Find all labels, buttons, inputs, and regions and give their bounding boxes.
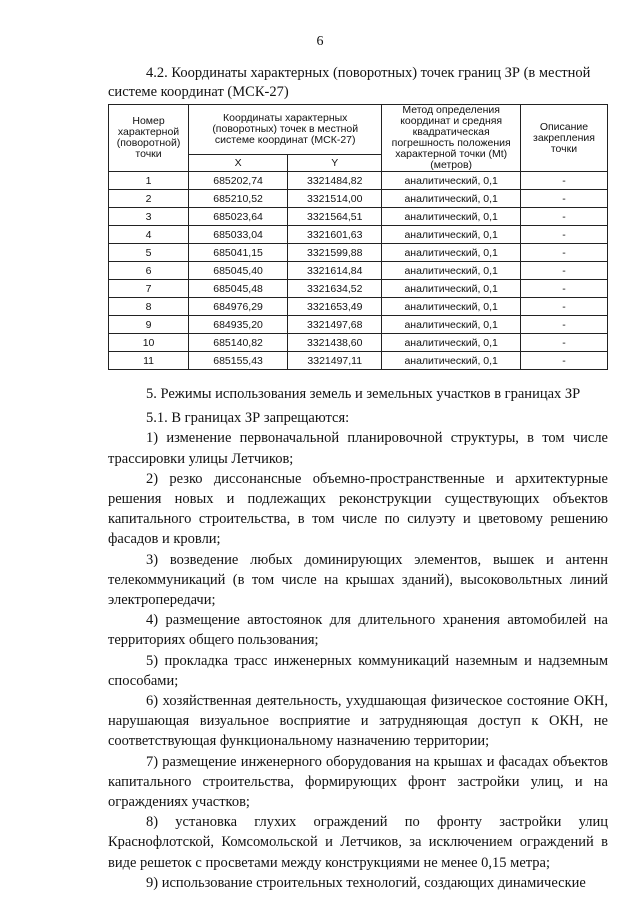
- cell-method: аналитический, 0,1: [382, 190, 521, 208]
- table-row: [109, 172, 608, 190]
- cell-method: аналитический, 0,1: [382, 316, 521, 334]
- cell-x: 685045,40: [189, 262, 288, 280]
- cell-y: 3321653,49: [288, 298, 382, 316]
- cell-y: 3321601,63: [288, 226, 382, 244]
- cell-method: аналитический, 0,1: [382, 352, 521, 370]
- table-row: [109, 208, 608, 226]
- cell-point-number: 3: [109, 208, 189, 226]
- table-row: [109, 262, 608, 280]
- cell-x: 685023,64: [189, 208, 288, 226]
- section-5: [108, 384, 608, 893]
- cell-x: 684935,20: [189, 316, 288, 334]
- cell-point-number: 10: [109, 334, 189, 352]
- cell-y: 3321438,60: [288, 334, 382, 352]
- prohibition-item: 3) возведение любых доминирующих элементов, вышек и антенн телекоммуникаций (в том числе на крышах зданий), высоковольтных линий электропередачи;: [108, 551, 608, 609]
- header-x: X: [189, 155, 288, 172]
- prohibition-item: 1) изменение первоначальной планировочной структуры, в том числе трассировки улицы Летчиков;: [108, 430, 608, 467]
- heading-line-1: 4.2. Координаты характерных (поворотных) точек границ ЗР (в местной: [146, 65, 591, 81]
- cell-description: -: [520, 208, 607, 226]
- cell-description: -: [520, 172, 607, 190]
- table-row: [109, 190, 608, 208]
- cell-x: 685202,74: [189, 172, 288, 190]
- cell-point-number: 7: [109, 280, 189, 298]
- coordinates-table: [108, 104, 608, 370]
- cell-description: -: [520, 352, 607, 370]
- cell-y: 3321514,00: [288, 190, 382, 208]
- header-point-number: Номер характерной (поворотной) точки: [109, 105, 189, 172]
- cell-point-number: 11: [109, 352, 189, 370]
- cell-y: 3321634,52: [288, 280, 382, 298]
- table-heading: [108, 64, 608, 102]
- cell-description: -: [520, 244, 607, 262]
- cell-x: 685045,48: [189, 280, 288, 298]
- cell-method: аналитический, 0,1: [382, 280, 521, 298]
- cell-y: 3321497,11: [288, 352, 382, 370]
- prohibition-item: 6) хозяйственная деятельность, ухудшающая физическое состояние ОКН, нарушающая визуальное восприятие и затрудняющая доступ к ОКН, не соответствующая функциональному назначению территории;: [108, 693, 608, 750]
- table-row: [109, 334, 608, 352]
- cell-description: -: [520, 316, 607, 334]
- cell-x: 685210,52: [189, 190, 288, 208]
- cell-method: аналитический, 0,1: [382, 208, 521, 226]
- cell-x: 684976,29: [189, 298, 288, 316]
- cell-description: -: [520, 280, 607, 298]
- cell-point-number: 8: [109, 298, 189, 316]
- cell-method: аналитический, 0,1: [382, 172, 521, 190]
- cell-point-number: 6: [109, 262, 189, 280]
- cell-y: 3321614,84: [288, 262, 382, 280]
- cell-point-number: 4: [109, 226, 189, 244]
- cell-method: аналитический, 0,1: [382, 226, 521, 244]
- cell-x: 685140,82: [189, 334, 288, 352]
- heading-line-2: системе координат (МСК-27): [108, 84, 289, 100]
- header-y: Y: [288, 155, 382, 172]
- prohibition-item: 2) резко диссонансные объемно-пространственные и архитектурные решения новых и подлежащих реконструкции существующих объектов капитального строительства, в том числе по силуэту и цветовому решению фасадов и кровли;: [108, 470, 608, 548]
- table-row: [109, 244, 608, 262]
- table-row: [109, 298, 608, 316]
- header-description: Описание закрепления точки: [520, 105, 607, 172]
- cell-x: 685155,43: [189, 352, 288, 370]
- table-row: [109, 352, 608, 370]
- cell-point-number: 1: [109, 172, 189, 190]
- table-row: [109, 226, 608, 244]
- cell-point-number: 5: [109, 244, 189, 262]
- cell-x: 685041,15: [189, 244, 288, 262]
- section-5-1-title: 5.1. В границах ЗР запрещаются:: [146, 410, 350, 427]
- page-number: 6: [316, 34, 324, 49]
- cell-method: аналитический, 0,1: [382, 262, 521, 280]
- prohibition-item: 9) использование строительных технологий, создающих динамические: [146, 874, 586, 891]
- section-5-title: 5. Режимы использования земель и земельных участков в границах ЗР: [146, 386, 581, 402]
- cell-description: -: [520, 262, 607, 280]
- cell-description: -: [520, 298, 607, 316]
- cell-x: 685033,04: [189, 226, 288, 244]
- cell-y: 3321484,82: [288, 172, 382, 190]
- cell-method: аналитический, 0,1: [382, 298, 521, 316]
- cell-description: -: [520, 334, 607, 352]
- cell-method: аналитический, 0,1: [382, 334, 521, 352]
- cell-y: 3321599,88: [288, 244, 382, 262]
- header-coordinates: Координаты характерных (поворотных) точек в местной системе координат (МСК-27): [189, 105, 382, 155]
- cell-method: аналитический, 0,1: [382, 244, 521, 262]
- cell-y: 3321564,51: [288, 208, 382, 226]
- prohibition-item: 8) установка глухих ограждений по фронту застройки улиц Краснофлотской, Комсомольской и Летчиков, за исключением ограждений в виде решеток с просветами между конструкциями не менее 0,15 метра;: [108, 814, 608, 871]
- cell-point-number: 9: [109, 316, 189, 334]
- header-method: Метод определения координат и средняя квадратическая погрешность положения характерной точки (Mt) (метров): [382, 105, 521, 172]
- prohibition-item: 7) размещение инженерного оборудования на крышах и фасадах объектов капитального строительства, формирующих фронт застройки улиц, и на ограждениях участков;: [108, 753, 608, 811]
- cell-y: 3321497,68: [288, 316, 382, 334]
- cell-description: -: [520, 226, 607, 244]
- cell-description: -: [520, 190, 607, 208]
- table-row: [109, 280, 608, 298]
- prohibition-item: 5) прокладка трасс инженерных коммуникаций наземным и надземным способами;: [108, 652, 608, 689]
- table-row: [109, 316, 608, 334]
- prohibition-item: 4) размещение автостоянок для длительного хранения автомобилей на территориях общего пользования;: [108, 612, 608, 649]
- cell-point-number: 2: [109, 190, 189, 208]
